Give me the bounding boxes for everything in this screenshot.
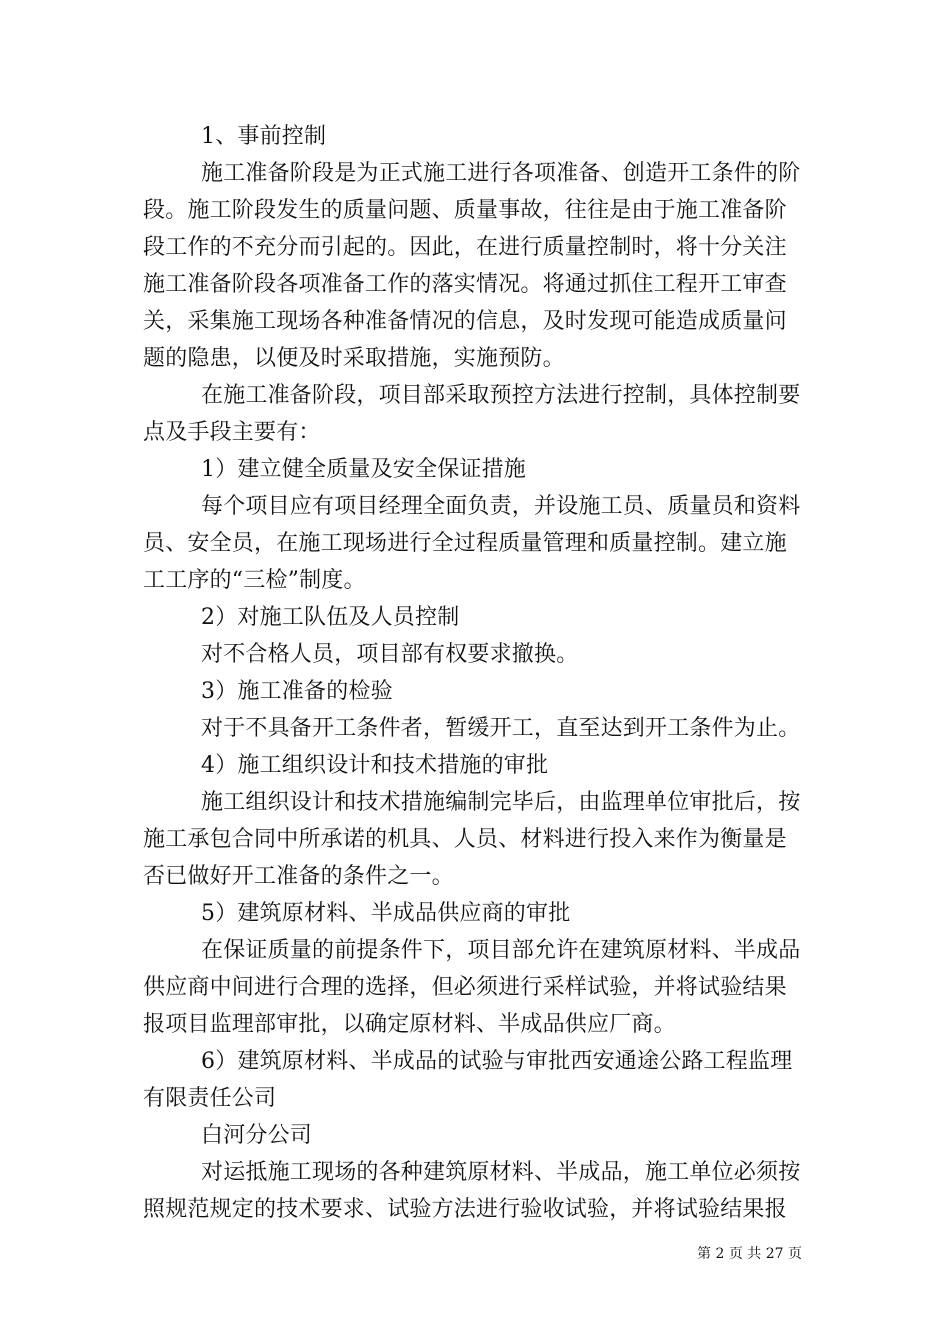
text-line: 6）建筑原材料、半成品的试验与审批西安通途公路工程监理 [201,1049,793,1074]
text-line: 工工序的“三检”制度。 [143,568,366,593]
text-line: 有限责任公司 [143,1086,277,1111]
document-body [143,118,815,1228]
text-line: 题的隐患，以便及时采取措施，实施预防。 [143,346,565,371]
text-line: 段工作的不充分而引起的。因此，在进行质量控制时，将十分关注 [143,235,787,260]
page-number: 第 2 页 共 27 页 [697,1246,802,1262]
text-line: 白河分公司 [201,1123,313,1148]
text-line: 供应商中间进行合理的选择，但必须进行采样试验，并将试验结果 [143,975,787,1000]
text-line: 关，采集施工现场各种准备情况的信息，及时发现可能造成质量问 [143,309,787,334]
text-line: 否已做好开工准备的条件之一。 [143,864,454,889]
text-line: 施工准备阶段各项准备工作的落实情况。将通过抓住工程开工审查 [143,272,787,297]
text-line: 施工组织设计和技术措施编制完毕后，由监理单位审批后，按 [201,790,801,815]
text-line: 对于不具备开工条件者，暂缓开工，直至达到开工条件为止。 [201,716,801,741]
text-line: 每个项目应有项目经理全面负责，并设施工员、质量员和资料 [201,494,801,519]
text-line: 对不合格人员，项目部有权要求撤换。 [201,642,579,667]
text-line: 在保证质量的前提条件下，项目部允许在建筑原材料、半成品 [201,938,801,963]
text-line: 对运抵施工现场的各种建筑原材料、半成品，施工单位必须按 [201,1160,801,1185]
text-line: 报项目监理部审批，以确定原材料、半成品供应厂商。 [143,1012,676,1037]
text-line: 3）施工准备的检验 [201,679,393,704]
text-line: 在施工准备阶段，项目部采取预控方法进行控制，具体控制要 [201,383,801,408]
text-line: 施工承包合同中所承诺的机具、人员、材料进行投入来作为衡量是 [143,827,787,852]
text-line: 员、安全员，在施工现场进行全过程质量管理和质量控制。建立施 [143,531,787,556]
text-line: 段。施工阶段发生的质量问题、质量事故，往往是由于施工准备阶 [143,198,787,223]
text-line: 照规范规定的技术要求、试验方法进行验收试验，并将试验结果报 [143,1197,787,1222]
text-line: 施工准备阶段是为正式施工进行各项准备、创造开工条件的阶 [201,161,801,186]
text-line: 点及手段主要有： [143,420,321,445]
text-line: 2）对施工队伍及人员控制 [201,605,460,630]
text-line: 1、事前控制 [201,124,327,149]
text-line: 4）施工组织设计和技术措施的审批 [201,753,549,778]
text-line: 5）建筑原材料、半成品供应商的审批 [201,901,571,926]
text-line: 1）建立健全质量及安全保证措施 [201,457,526,482]
